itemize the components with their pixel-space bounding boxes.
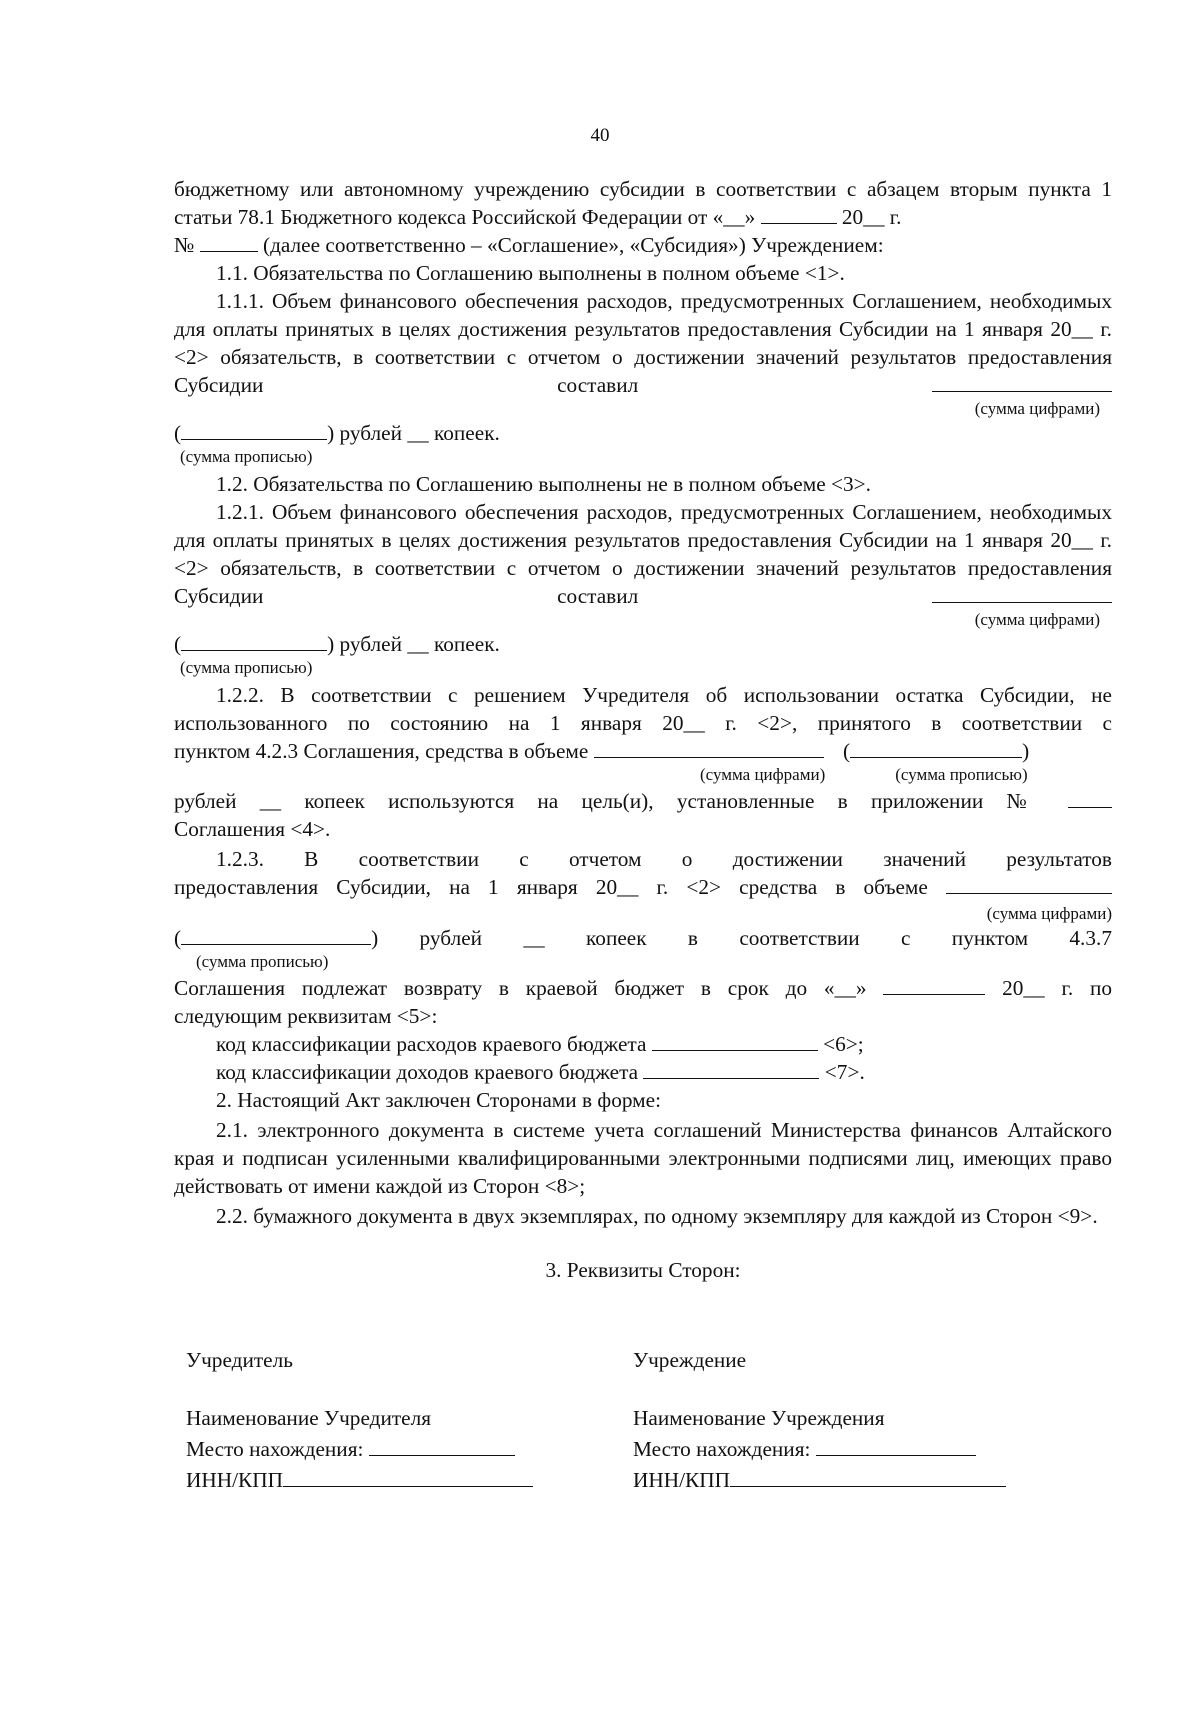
code-income-line [174, 1058, 1112, 1086]
institution-location-label: Место нахождения: [633, 1437, 811, 1461]
p122-digits-blank [594, 739, 824, 758]
p123-return-text: Соглашения подлежат возврату в краевой бюджет в срок до «__» [174, 976, 867, 1000]
p123-details: следующим реквизитам <5>: [174, 1004, 438, 1028]
number-blank [200, 233, 258, 252]
p123-digits-blank [946, 875, 1112, 894]
p122-agreement-ref: Соглашения <4>. [174, 817, 331, 841]
founder-name: Наименование Учредителя [186, 1406, 432, 1430]
p122-captions [174, 765, 1112, 785]
founder-heading: Учредитель [186, 1348, 293, 1372]
caption-sum-words: (сумма прописью) [180, 447, 313, 466]
paragraph-1-2: 1.2. Обязательства по Соглашению выполнены не в полном объеме <3>. [216, 472, 872, 496]
p123-year-text: 20__ г. по [1002, 976, 1112, 1000]
p123-rubles-text: ) рублей __ копеек в соответствии с пунктом 4.3.7 [371, 926, 1112, 950]
paragraph-2-2: 2.2. бумажного документа в двух экземплярах, по одному экземпляру для каждой из Сторон <9>. [216, 1204, 1098, 1228]
p123-amount-text: предоставления Субсидии, на 1 января 20__ г. <2> средства в объеме [174, 875, 928, 899]
p122-caption-words: (сумма прописью) [895, 765, 1028, 784]
institution-location [633, 1434, 1053, 1465]
rub-kop-text-2: ) рублей __ копеек. [327, 632, 500, 656]
paragraph-1-1-1 [174, 287, 1112, 399]
intro-year: 20__ г. [841, 205, 902, 229]
code-income-blank [643, 1060, 819, 1079]
intro-tail: (далее соответственно – «Соглашение», «Субсидия») Учреждением: [262, 233, 884, 257]
p122-amount-text: пунктом 4.2.3 Соглашения, средства в объеме [174, 739, 589, 763]
founder-location [186, 1434, 606, 1465]
sum-digits-blank-2 [932, 584, 1112, 603]
p123-date-blank [883, 976, 985, 995]
rub-kop-line-2 [174, 630, 1112, 658]
paragraph-1-2-3-rubles [174, 924, 1112, 952]
paren-open-2: ( [174, 632, 182, 656]
caption-sum-words-2: (сумма прописью) [180, 658, 313, 677]
paragraph-1-2-2: 1.2.2. В соответствии с решением Учредителя об использовании остатка Субсидии, не использованного по состоянию на 1 января 20__ г. <2>, принятого в соответствии с [174, 683, 1112, 735]
paragraph-intro [174, 175, 1112, 259]
founder-inn-blank [283, 1468, 533, 1487]
founder-location-label: Место нахождения: [186, 1437, 364, 1461]
founder-inn-label: ИНН/КПП [186, 1468, 284, 1492]
paragraph-1-1: 1.1. Обязательства по Соглашению выполнены в полном объеме <1>. [216, 261, 845, 285]
p123-caption-words: (сумма прописью) [196, 952, 329, 971]
intro-text: бюджетному или автономному учреждению субсидии в соответствии с абзацем вторым пункта 1 статьи 78.1 Бюджетного кодекса Российской Федерации от «__» [174, 177, 1112, 229]
code-expenses-line [174, 1030, 1112, 1058]
p123-words-blank [181, 926, 371, 945]
document-body [174, 175, 1112, 1284]
paragraph-2-1: 2.1. электронного документа в системе учета соглашений Министерства финансов Алтайского края и подписан усиленными квалифицированными электронными подписями лиц, имеющих право действовать от имени каждой из Сторон <8>; [174, 1118, 1112, 1198]
code-income-note: <7>. [824, 1060, 865, 1084]
caption-sum-digits: (сумма цифрами) [974, 399, 1100, 418]
sum-words-blank-2 [181, 632, 327, 651]
p122-paren-close: ) [1022, 739, 1030, 763]
section-title-requisites: 3. Реквизиты Сторон: [545, 1258, 741, 1282]
paragraph-1-2-1 [174, 498, 1112, 610]
p123-caption-digits: (сумма цифрами) [986, 904, 1112, 923]
founder-inn [186, 1465, 606, 1496]
paragraph-1-2-3-return [174, 974, 1112, 1002]
code-income-label: код классификации доходов краевого бюджета [216, 1060, 639, 1084]
paragraph-1-2-2-purpose [174, 787, 1112, 815]
caption-sum-digits-2: (сумма цифрами) [974, 610, 1100, 629]
rub-kop-text: ) рублей __ копеек. [327, 421, 500, 445]
sum-words-blank [181, 421, 327, 440]
code-expenses-note: <6>; [823, 1032, 864, 1056]
p123-paren-open: ( [174, 926, 182, 950]
paragraph-1-2-2-amount-line [174, 737, 1112, 765]
code-expenses-blank [652, 1032, 818, 1051]
p122-words-blank [850, 739, 1022, 758]
institution-heading: Учреждение [633, 1348, 747, 1372]
institution-inn-blank [730, 1468, 1006, 1487]
paragraph-1-2-1-text: 1.2.1. Объем финансового обеспечения расходов, предусмотренных Соглашением, необходимых для оплаты принятых в целях достижения результатов предоставления Субсидии на 1 января 20__ г. <2> обязательств, в соответствии с отчетом о достижении значений результатов предоставления Субсидии составил [174, 500, 1112, 608]
paragraph-2: 2. Настоящий Акт заключен Сторонами в форме: [216, 1088, 662, 1112]
institution-inn-label: ИНН/КПП [633, 1468, 731, 1492]
institution-name: Наименование Учреждения [633, 1406, 885, 1430]
founder-column [186, 1345, 606, 1496]
institution-column [633, 1345, 1053, 1496]
institution-inn [633, 1465, 1053, 1496]
p122-caption-digits: (сумма цифрами) [700, 765, 826, 784]
date-blank [761, 205, 837, 224]
founder-location-blank [369, 1437, 515, 1456]
code-expenses-label: код классификации расходов краевого бюджета [216, 1032, 647, 1056]
paragraph-1-2-3: 1.2.3. В соответствии с отчетом о достижении значений результатов [216, 847, 1112, 871]
sum-digits-blank [932, 373, 1112, 392]
p122-purpose-text: рублей __ копеек используются на цель(и), установленные в приложении № [174, 789, 1045, 813]
paragraph-1-2-3-amount [174, 873, 1112, 901]
page-number: 40 [590, 125, 610, 146]
number-sign: № [174, 233, 195, 257]
institution-location-blank [816, 1437, 976, 1456]
appendix-number-blank [1068, 789, 1112, 808]
paragraph-1-1-1-text: 1.1.1. Объем финансового обеспечения расходов, предусмотренных Соглашением, необходимых для оплаты принятых в целях достижения результатов предоставления Субсидии на 1 января 20__ г. <2> обязательств, в соответствии с отчетом о достижении значений результатов предоставления Субсидии составил [174, 289, 1112, 397]
paren-open: ( [174, 421, 182, 445]
rub-kop-line [174, 419, 1112, 447]
p122-paren-open: ( [842, 739, 851, 763]
